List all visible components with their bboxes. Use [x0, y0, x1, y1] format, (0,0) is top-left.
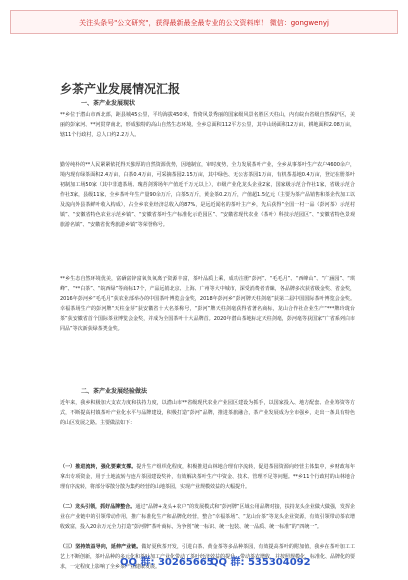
paragraph: 勤劳纯朴的**人民紧紧依托得天独厚的自然资源优势，因地制宜，审时度势，全力发展茶叶产业，全乡从事茶叶生产农户4600余户，境内现有绿茶面积2.4万亩，白茶0.4万亩，可采摘茶园2.15万亩，其中绿色、无公害茶园1万亩，有机茶基地0.4万亩，登记在册茶叶初制加工场50家（其中非遗茶场、瑰苔剑雾场年产值近千万元以上），市级产业化龙头企业2家，国家级示范合作社1家，省级示范合作社3家，县级11家，全乡茶叶年生产量90余万斤，白茶5万斤，黄金茶0.2万斤，产值超1.5亿元（主要为茶产品销售和茶企代加工以及流向外县茶鲜叶收入构成），占全乡农业经济总收入的87%，是远近闻名的茶叶主产乡，先后获得“全国一村一品（彭河茶）示范村镇”、“安徽省特色农业示范乡镇”、“安徽省茶叶生产标准化示范园区”、“安徽省现代农业（茶叶）科技示范园区”、“安徽省特色景观旅游名镇”、“安徽省优秀旅游乡镇”等荣誉称号。: [60, 162, 355, 228]
top-banner: [10, 10, 398, 34]
item-heading: （二）龙头引领，抓好品牌整合。: [60, 504, 136, 510]
banner-text: 关注头条号"公文研究"，获得最新最全最专业的公文资料库！ 微信：gongwenyj: [79, 19, 329, 27]
item-text: 提升生产组织化程度，积极推进山林地合理有序流转，促进茶园资源向经营主体集中，乡财政每年拿出专项资金，用于土地流转与连片茶园建设奖补，有效解决茶叶生产中资金、技术、管理不足等问题。**乡11个行政村的山林地合理有序流转，将部分零散分散为集约经营的山地茶园，实现产业规模效益的大幅提升。: [60, 464, 355, 490]
item-text: 做好夏秋茶开发，引进白茶、黄金茶等多品种茶园，有效提高茶叶的附加值，我乡在茶叶加工工艺上不断创新，茶叶品种的多元化和茶叶加工产业化带动了茶叶经济效益的提升，带动茶农增收，并按照规模化、标准化、品牌化的要求，一定程度上影响了全乡茶产业健康发展。: [60, 544, 356, 570]
qq-group-2: QQ 群: 535304092: [210, 557, 311, 568]
item-heading: （三）坚持效益导向，延伸产业链。: [60, 544, 142, 550]
item-heading: （一）推进流转，强化要素支撑。: [60, 464, 137, 470]
list-item: [60, 462, 355, 502]
list-item: [60, 502, 355, 542]
paragraph: **乡生态自然环境优美，富硒富锌富氧负氧离子资源丰富，茶叶品质上乘，成功注册“彭河”、“毛毛月”、“西峰山”、“广涵园”、“琪峰”、“**白茶”、“皖西绿”等商标17个，产品远销北京、上海、广州等大中城市，深受消费者青睐，各品牌多次获省级金奖、省金奖，2016年彭河乡“毛毛月”获农业部举办的中国茶叶博览会金奖，2018年彭河乡“彭河牌天柱剑毫”获第二届中国国际茶叶博览会金奖。幸福茶场生产的彭河牌“天柱金芽”获安徽省十大名茶称号，“彭河”牌天柱剑毫获得省著名商标，龙山合作社企业生产“***牌玲珑台茶”获安徽省首个国际茶业博览会金奖，并成为全国茶叶十大品牌首。2020年潜山茶地标定天柱剑毫，彭河毫等获国家”广省系列白市同品”等次新获绿茶类金奖。: [60, 276, 355, 332]
qq-group-1: QQ 群: 30265665: [120, 557, 214, 568]
paragraph: 近年来，我乡积极加大支农力度和扶持力度，以潜山市**省级现代农业产业园区建设为抓手，以国家投入、地方配套、企业筹资等方式，不断提高村镇茶叶产业化水平与品牌建设，积极打造“彭河”品牌，推进茶旅融合，茶产业发展成为全市强乡，走出一条具有特色的山区发展之路。主要做法如下：: [60, 400, 355, 426]
footer: [0, 556, 408, 570]
section-heading: 二、茶产业发展经验做法: [81, 388, 148, 395]
item-text: 通过“品牌+龙头+农户”的发展模式和“彭河牌”区域公用品牌对接，扶持龙头企业做大做强，发挥企业在产业链中的引领带动作用，推广标准化生产和品牌化经营，整合“幸福茶场”、“龙山台茶”等龙头企业资源，有效引领带动茶农增收致富，投入20余万元全力打造“彭河牌”茶叶商标，为争创“统一标识、统一包装、统一品质、统一标准”的“四统一”。: [60, 504, 355, 530]
paragraph: **乡位于潜山市西北部，距县城45公里，平均海拔450米，背倚风景秀丽的国家级风景名胜区天柱山，内有皖台省级自然保护区，美丽的彭家河、**河贯穿南北，形成独特的高山自然生态环境。全乡总面积112平方公里，其中山场面积12万亩，耕地面积2.08万亩，辖11个行政村，总人口约2.2万人。: [60, 112, 355, 138]
page-title: 乡茶产业发展情况汇报: [60, 82, 181, 96]
section-heading: 一、茶产业发展现状: [81, 100, 136, 107]
